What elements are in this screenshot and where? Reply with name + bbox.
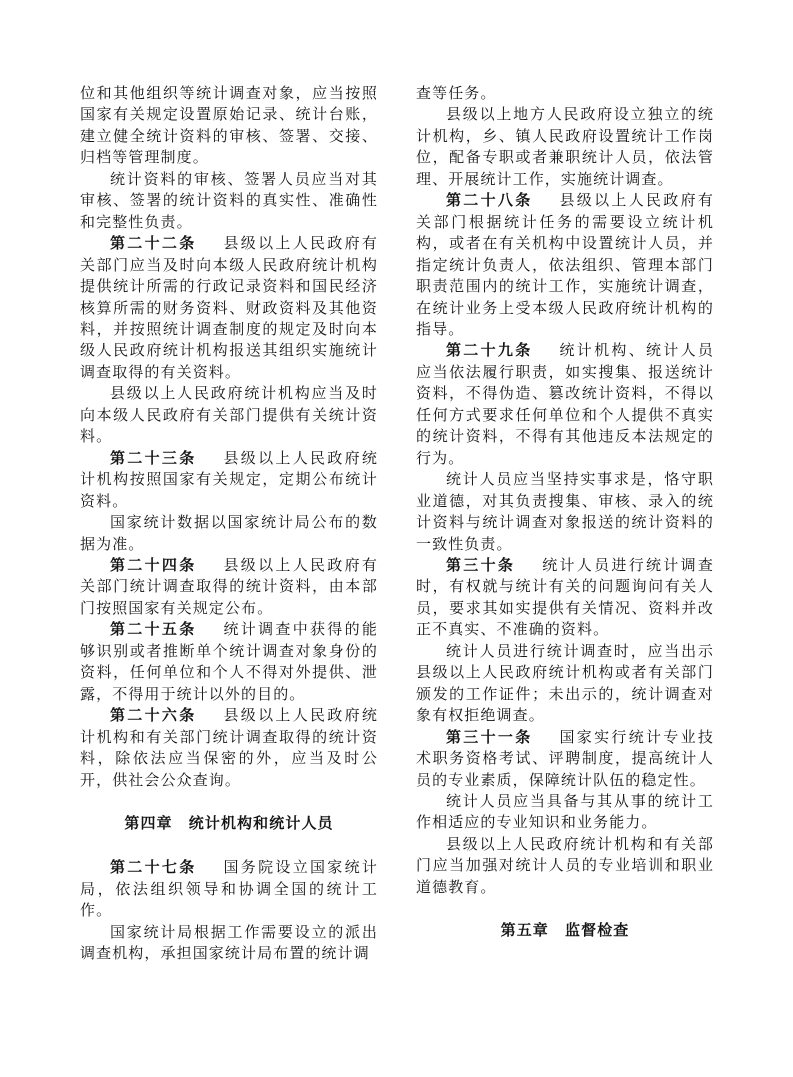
article-paragraph [80, 556, 378, 620]
article-number: 第二十二条 [110, 236, 197, 253]
paragraph-text: 国家统计局根据工作需要设立的派出调查机构，承担国家统计局布置的统计调 [80, 924, 378, 963]
paragraph [416, 642, 714, 728]
paragraph [80, 170, 378, 234]
article-number: 第二十六条 [110, 708, 197, 725]
paragraph-text: 国务院设立国家统计局，依法组织领导和协调全国的统计工作。 [80, 860, 378, 920]
paragraph-text: 县级以上人民政府有关部门应当及时向本级人民政府统计机构提供统计所需的行政记录资料和国民经济核算所需的财务资料、财政资料及其他资料，并按照统计调查制度的规定及时向本级人民政府统计机构报送其组织实施统计调查取得的有关资料。 [80, 236, 378, 381]
article-number: 第三十一条 [446, 729, 533, 746]
article-paragraph [416, 191, 714, 341]
paragraph [416, 835, 714, 899]
text-column-right [416, 84, 714, 966]
paragraph-text: 统计资料的审核、签署人员应当对其审核、签署的统计资料的真实性、准确性和完整性负责。 [80, 171, 378, 231]
paragraph [416, 105, 714, 191]
text-column-left [80, 84, 378, 966]
article-number: 第二十七条 [110, 860, 197, 877]
paragraph-text: 县级以上地方人民政府设立独立的统计机构，乡、镇人民政府设置统计工作岗位，配备专职或者兼职统计人员，依法管理、开展统计工作，实施统计调查。 [416, 107, 714, 188]
article-number: 第二十八条 [446, 193, 533, 210]
paragraph-text: 统计人员应当坚持实事求是，恪守职业道德，对其负责搜集、审核、录入的统计资料与统计调查对象报送的统计资料的一致性负责。 [416, 472, 714, 553]
paragraph [416, 792, 714, 835]
paragraph [80, 384, 378, 448]
paragraph [80, 84, 378, 170]
paragraph-text: 统计机构、统计人员应当依法履行职责，如实搜集、报送统计资料，不得伪造、篡改统计资料，不得以任何方式要求任何单位和个人提供不真实的统计资料，不得有其他违反本法规定的行为。 [416, 343, 714, 467]
paragraph-text: 县级以上人民政府有关部门统计调查取得的统计资料，由本部门按照国家有关规定公布。 [80, 557, 378, 617]
paragraph [416, 470, 714, 556]
paragraph-text: 县级以上人民政府有关部门根据统计任务的需要设立统计机构，或者在有关机构中设置统计人员，并指定统计负责人，依法组织、管理本部门职责范围内的统计工作，实施统计调查，在统计业务上受本级人民政府统计机构的指导。 [416, 193, 714, 338]
article-paragraph [80, 620, 378, 706]
chapter-heading: 第五章 监督检查 [500, 923, 630, 940]
article-paragraph [80, 706, 378, 792]
paragraph-text: 县级以上人民政府统计机构应当及时向本级人民政府有关部门提供有关统计资料。 [80, 386, 378, 446]
paragraph [80, 923, 378, 966]
paragraph-text: 国家实行统计专业技术职务资格考试、评聘制度，提高统计人员的专业素质，保障统计队伍的稳定性。 [416, 729, 714, 789]
paragraph-text: 国家统计数据以国家统计局公布的数据为准。 [80, 515, 378, 553]
article-number: 第二十三条 [110, 450, 197, 467]
article-paragraph [416, 728, 714, 792]
paragraph-text: 位和其他组织等统计调查对象，应当按照国家有关规定设置原始记录、统计台账，建立健全统计资料的审核、签署、交接、归档等管理制度。 [80, 86, 378, 167]
paragraph [80, 513, 378, 556]
article-paragraph [416, 556, 714, 642]
paragraph-text: 统计人员进行统计调查时，应当出示县级以上人民政府统计机构或者有关部门颁发的工作证件；未出示的，统计调查对象有权拒绝调查。 [416, 643, 714, 725]
paragraph-text: 查等任务。 [416, 86, 497, 102]
paragraph-text: 统计人员进行统计调查时，有权就与统计有关的问题询问有关人员，要求其如实提供有关情况、资料并改正不真实、不准确的资料。 [416, 557, 714, 639]
article-paragraph [80, 234, 378, 384]
chapter-heading: 第四章 统计机构和统计人员 [124, 815, 334, 832]
two-column-text-area [80, 84, 714, 966]
article-number: 第二十九条 [446, 343, 533, 360]
article-paragraph [80, 449, 378, 513]
paragraph-text: 县级以上人民政府统计机构和有关部门统计调查取得的统计资料，除依法应当保密的外，应当及时公开，供社会公众查询。 [80, 708, 378, 789]
paragraph-text: 统计人员应当具备与其从事的统计工作相适应的专业知识和业务能力。 [416, 793, 714, 832]
paragraph [416, 84, 714, 105]
article-paragraph [416, 341, 714, 470]
paragraph-text: 县级以上人民政府统计机构和有关部门应当加强对统计人员的专业培训和职业道德教育。 [416, 836, 714, 896]
article-paragraph [80, 858, 378, 922]
paragraph-text: 县级以上人民政府统计机构按照国家有关规定，定期公布统计资料。 [80, 450, 378, 510]
article-number: 第二十五条 [110, 622, 197, 639]
article-number: 第三十条 [446, 557, 516, 574]
paragraph-text: 统计调查中获得的能够识别或者推断单个统计调查对象身份的资料，任何单位和个人不得对外提供、泄露，不得用于统计以外的目的。 [80, 622, 378, 703]
article-number: 第二十四条 [110, 557, 197, 574]
